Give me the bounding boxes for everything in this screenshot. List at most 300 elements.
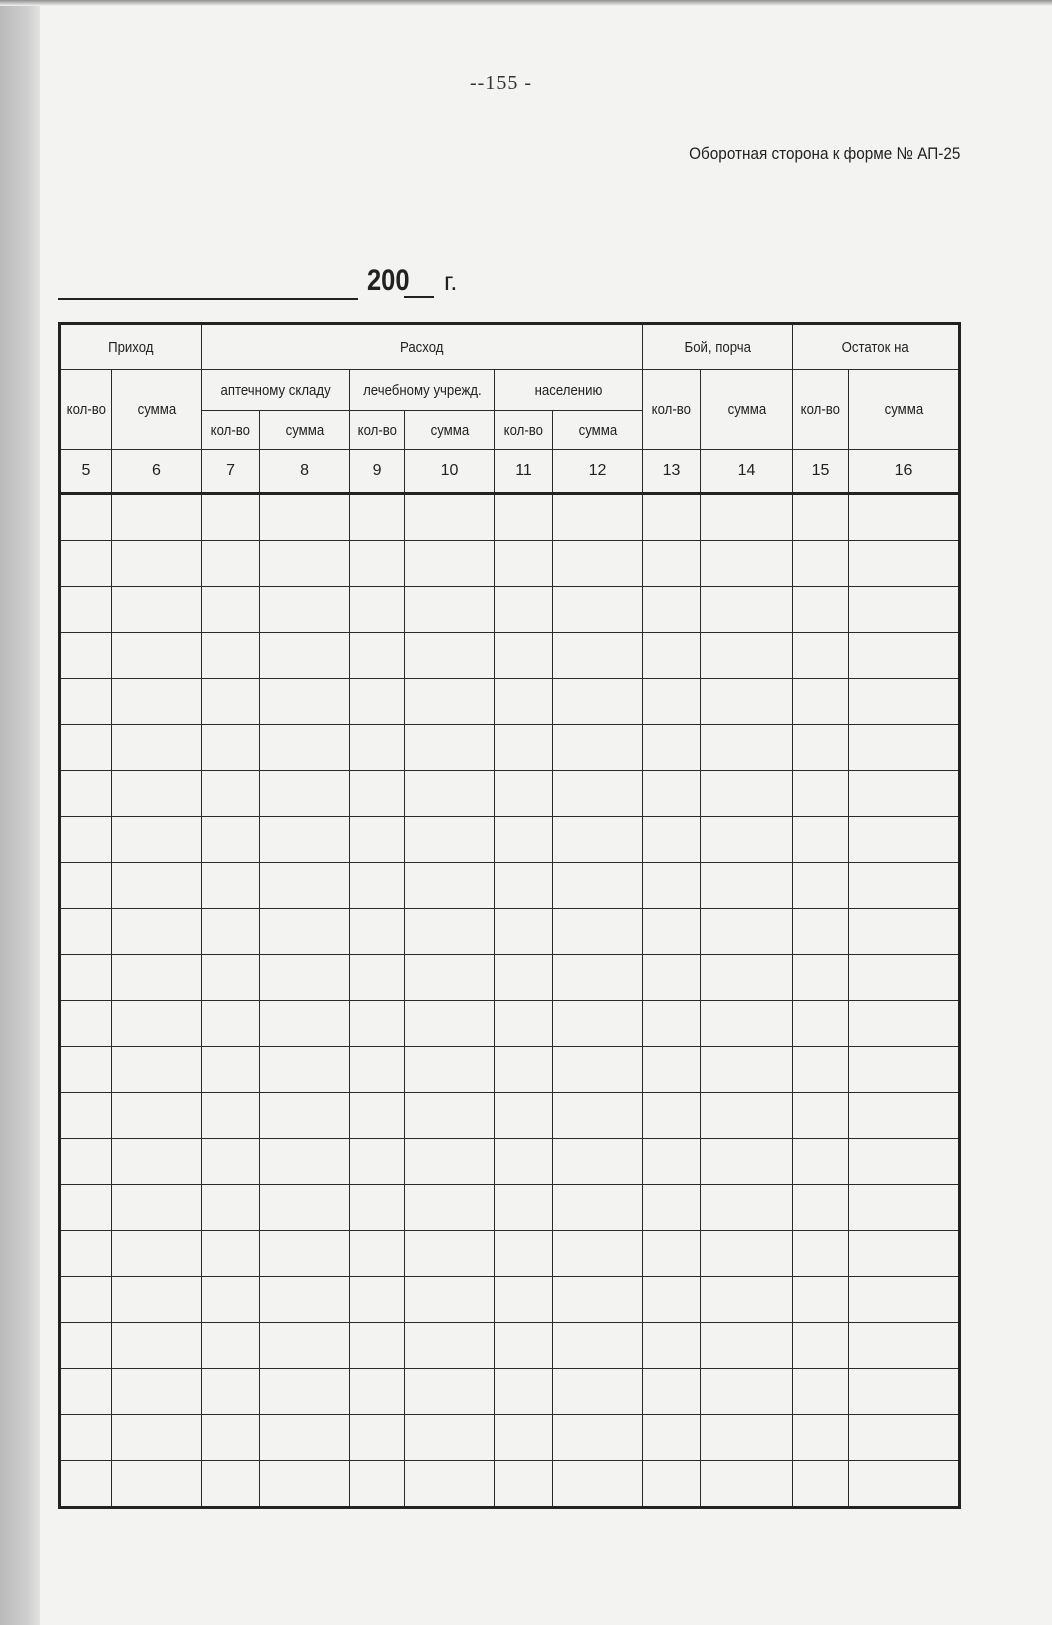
table-cell[interactable] [112, 1185, 202, 1231]
table-cell[interactable] [405, 679, 495, 725]
table-cell[interactable] [849, 909, 960, 955]
table-cell[interactable] [112, 1231, 202, 1277]
table-cell[interactable] [350, 1277, 405, 1323]
table-cell[interactable] [495, 1001, 553, 1047]
table-row [60, 909, 960, 955]
table-cell[interactable] [60, 1369, 112, 1415]
table-cell[interactable] [350, 1001, 405, 1047]
binding-shadow [0, 0, 40, 1625]
table-cell[interactable] [260, 1001, 350, 1047]
table-cell[interactable] [260, 541, 350, 587]
table-cell[interactable] [112, 771, 202, 817]
table-cell[interactable] [260, 817, 350, 863]
table-cell[interactable] [202, 771, 260, 817]
table-cell[interactable] [495, 541, 553, 587]
table-cell[interactable] [112, 679, 202, 725]
table-cell[interactable] [112, 955, 202, 1001]
table-cell[interactable] [350, 494, 405, 541]
table-cell[interactable] [553, 1461, 643, 1508]
table-cell[interactable] [60, 1231, 112, 1277]
table-cell[interactable] [643, 1231, 701, 1277]
table-cell[interactable] [793, 1185, 849, 1231]
table-cell[interactable] [405, 1415, 495, 1461]
table-cell[interactable] [793, 1415, 849, 1461]
table-row [60, 1185, 960, 1231]
table-cell[interactable] [701, 863, 793, 909]
table-row [60, 1231, 960, 1277]
table-cell[interactable] [793, 1323, 849, 1369]
table-cell[interactable] [350, 909, 405, 955]
table-cell[interactable] [643, 1369, 701, 1415]
table-cell[interactable] [701, 1231, 793, 1277]
table-cell[interactable] [202, 1001, 260, 1047]
column-number: 14 [701, 450, 793, 494]
table-cell[interactable] [793, 863, 849, 909]
table-cell[interactable] [553, 955, 643, 1001]
table-cell[interactable] [643, 1277, 701, 1323]
table-cell[interactable] [793, 909, 849, 955]
table-cell[interactable] [350, 1461, 405, 1508]
table-cell[interactable] [60, 909, 112, 955]
table-cell[interactable] [643, 1047, 701, 1093]
column-number: 8 [260, 450, 350, 494]
table-cell[interactable] [60, 587, 112, 633]
table-cell[interactable] [849, 1415, 960, 1461]
table-cell[interactable] [849, 1001, 960, 1047]
table-cell[interactable] [350, 725, 405, 771]
table-cell[interactable] [202, 494, 260, 541]
table-row [60, 1001, 960, 1047]
table-cell[interactable] [260, 494, 350, 541]
table-cell[interactable] [260, 1185, 350, 1231]
table-cell[interactable] [701, 1323, 793, 1369]
table-cell[interactable] [553, 541, 643, 587]
table-cell[interactable] [260, 1047, 350, 1093]
table-cell[interactable] [793, 771, 849, 817]
table-cell[interactable] [60, 1323, 112, 1369]
table-cell[interactable] [60, 955, 112, 1001]
table-cell[interactable] [112, 725, 202, 771]
table-cell[interactable] [60, 541, 112, 587]
table-cell[interactable] [350, 633, 405, 679]
table-cell[interactable] [260, 587, 350, 633]
table-cell[interactable] [849, 633, 960, 679]
table-cell[interactable] [553, 679, 643, 725]
ledger-table [58, 322, 961, 1509]
table-cell[interactable] [112, 863, 202, 909]
table-cell[interactable] [60, 494, 112, 541]
table-cell[interactable] [793, 494, 849, 541]
table-cell[interactable] [849, 1093, 960, 1139]
table-cell[interactable] [793, 1231, 849, 1277]
header-row-groups [60, 324, 960, 370]
table-cell[interactable] [553, 1415, 643, 1461]
table-cell[interactable] [60, 725, 112, 771]
table-cell[interactable] [793, 955, 849, 1001]
header-prihod: Приход [60, 324, 202, 370]
table-cell[interactable] [405, 1369, 495, 1415]
table-cell[interactable] [701, 955, 793, 1001]
table-cell[interactable] [643, 679, 701, 725]
table-cell[interactable] [350, 1047, 405, 1093]
table-cell[interactable] [112, 1415, 202, 1461]
table-cell[interactable] [202, 725, 260, 771]
table-cell[interactable] [202, 817, 260, 863]
table-cell[interactable] [405, 633, 495, 679]
table-cell[interactable] [260, 863, 350, 909]
column-number: 10 [405, 450, 495, 494]
table-cell[interactable] [60, 771, 112, 817]
table-cell[interactable] [60, 863, 112, 909]
table-cell[interactable] [405, 1185, 495, 1231]
table-cell[interactable] [701, 909, 793, 955]
table-cell[interactable] [350, 1323, 405, 1369]
table-cell[interactable] [793, 1461, 849, 1508]
table-cell[interactable] [495, 909, 553, 955]
table-cell[interactable] [701, 1001, 793, 1047]
table-cell[interactable] [643, 1139, 701, 1185]
table-cell[interactable] [849, 1231, 960, 1277]
column-number: 13 [643, 450, 701, 494]
table-cell[interactable] [553, 863, 643, 909]
table-cell[interactable] [60, 1139, 112, 1185]
table-cell[interactable] [495, 1139, 553, 1185]
table-cell[interactable] [701, 1093, 793, 1139]
column-number: 9 [350, 450, 405, 494]
table-cell[interactable] [405, 1461, 495, 1508]
table-cell[interactable] [553, 1231, 643, 1277]
table-cell[interactable] [60, 633, 112, 679]
table-cell[interactable] [202, 1415, 260, 1461]
table-cell[interactable] [849, 955, 960, 1001]
table-cell[interactable] [793, 1369, 849, 1415]
table-cell[interactable] [112, 1369, 202, 1415]
table-cell[interactable] [793, 679, 849, 725]
table-cell[interactable] [405, 863, 495, 909]
table-cell[interactable] [495, 1415, 553, 1461]
table-cell[interactable] [60, 817, 112, 863]
table-cell[interactable] [793, 1093, 849, 1139]
table-cell[interactable] [60, 1047, 112, 1093]
table-cell[interactable] [793, 587, 849, 633]
table-cell[interactable] [495, 1047, 553, 1093]
table-cell[interactable] [495, 1231, 553, 1277]
table-cell[interactable] [701, 817, 793, 863]
table-cell[interactable] [849, 1277, 960, 1323]
table-cell[interactable] [793, 1047, 849, 1093]
table-cell[interactable] [701, 587, 793, 633]
table-cell[interactable] [260, 1323, 350, 1369]
table-cell[interactable] [405, 1047, 495, 1093]
table-cell[interactable] [849, 725, 960, 771]
table-cell[interactable] [112, 1461, 202, 1508]
table-cell[interactable] [112, 1323, 202, 1369]
table-cell[interactable] [701, 633, 793, 679]
table-cell[interactable] [60, 1001, 112, 1047]
table-cell[interactable] [405, 1323, 495, 1369]
table-cell[interactable] [643, 1001, 701, 1047]
table-cell[interactable] [849, 863, 960, 909]
table-cell[interactable] [350, 587, 405, 633]
column-number: 5 [60, 450, 112, 494]
table-cell[interactable] [495, 1277, 553, 1323]
table-cell[interactable] [495, 863, 553, 909]
table-cell[interactable] [260, 1277, 350, 1323]
table-cell[interactable] [202, 955, 260, 1001]
table-cell[interactable] [495, 771, 553, 817]
table-cell[interactable] [495, 1461, 553, 1508]
table-cell[interactable] [112, 909, 202, 955]
table-cell[interactable] [701, 1139, 793, 1185]
table-cell[interactable] [701, 541, 793, 587]
table-cell[interactable] [350, 1093, 405, 1139]
table-cell[interactable] [260, 725, 350, 771]
table-cell[interactable] [112, 587, 202, 633]
table-cell[interactable] [495, 679, 553, 725]
table-cell[interactable] [701, 1047, 793, 1093]
table-cell[interactable] [495, 725, 553, 771]
table-row [60, 863, 960, 909]
table-cell[interactable] [553, 1277, 643, 1323]
table-cell[interactable] [60, 1277, 112, 1323]
table-cell[interactable] [260, 955, 350, 1001]
table-cell[interactable] [849, 494, 960, 541]
table-cell[interactable] [643, 1323, 701, 1369]
table-cell[interactable] [112, 541, 202, 587]
table-cell[interactable] [350, 1139, 405, 1185]
table-cell[interactable] [553, 1093, 643, 1139]
table-cell[interactable] [495, 955, 553, 1001]
table-cell[interactable] [553, 494, 643, 541]
table-cell[interactable] [849, 587, 960, 633]
table-cell[interactable] [350, 771, 405, 817]
table-cell[interactable] [112, 1093, 202, 1139]
table-cell[interactable] [202, 1093, 260, 1139]
table-cell[interactable] [793, 1001, 849, 1047]
table-cell[interactable] [202, 1369, 260, 1415]
table-cell[interactable] [350, 679, 405, 725]
table-cell[interactable] [202, 1461, 260, 1508]
table-cell[interactable] [793, 541, 849, 587]
table-cell[interactable] [202, 587, 260, 633]
table-cell[interactable] [112, 1001, 202, 1047]
table-cell[interactable] [405, 1093, 495, 1139]
table-cell[interactable] [553, 1139, 643, 1185]
table-cell[interactable] [553, 1369, 643, 1415]
table-row [60, 1369, 960, 1415]
table-cell[interactable] [553, 633, 643, 679]
table-cell[interactable] [112, 633, 202, 679]
table-cell[interactable] [643, 771, 701, 817]
table-cell[interactable] [643, 1093, 701, 1139]
table-cell[interactable] [553, 909, 643, 955]
header-prihod-sum: сумма [112, 370, 202, 450]
table-cell[interactable] [643, 494, 701, 541]
table-cell[interactable] [202, 541, 260, 587]
table-cell[interactable] [495, 1185, 553, 1231]
table-cell[interactable] [495, 633, 553, 679]
table-cell[interactable] [643, 1185, 701, 1231]
table-cell[interactable] [495, 1369, 553, 1415]
table-cell[interactable] [350, 1185, 405, 1231]
header-ostatok-qty: кол-во [793, 370, 849, 450]
table-cell[interactable] [643, 541, 701, 587]
table-cell[interactable] [405, 771, 495, 817]
header-nasel-qty: кол-во [495, 411, 553, 450]
table-cell[interactable] [112, 1277, 202, 1323]
table-cell[interactable] [202, 633, 260, 679]
table-cell[interactable] [112, 817, 202, 863]
column-number-row [60, 450, 960, 494]
table-cell[interactable] [495, 1093, 553, 1139]
table-cell[interactable] [405, 955, 495, 1001]
table-cell[interactable] [701, 725, 793, 771]
table-cell[interactable] [260, 1461, 350, 1508]
table-cell[interactable] [60, 1461, 112, 1508]
table-cell[interactable] [202, 1277, 260, 1323]
table-cell[interactable] [260, 1139, 350, 1185]
header-apteka: аптечному складу [202, 370, 350, 411]
table-cell[interactable] [350, 955, 405, 1001]
table-cell[interactable] [701, 771, 793, 817]
table-cell[interactable] [495, 817, 553, 863]
table-row [60, 771, 960, 817]
table-cell[interactable] [405, 1277, 495, 1323]
table-cell[interactable] [60, 1093, 112, 1139]
table-cell[interactable] [202, 863, 260, 909]
table-row [60, 817, 960, 863]
table-row [60, 1139, 960, 1185]
table-cell[interactable] [643, 817, 701, 863]
table-cell[interactable] [643, 587, 701, 633]
table-cell[interactable] [60, 1185, 112, 1231]
page-number: --155 - [470, 72, 532, 94]
table-cell[interactable] [495, 494, 553, 541]
table-cell[interactable] [849, 541, 960, 587]
table-cell[interactable] [405, 494, 495, 541]
table-cell[interactable] [701, 1461, 793, 1508]
table-row [60, 679, 960, 725]
table-cell[interactable] [849, 1461, 960, 1508]
table-cell[interactable] [553, 1047, 643, 1093]
table-cell[interactable] [260, 679, 350, 725]
table-cell[interactable] [350, 1415, 405, 1461]
table-cell[interactable] [849, 679, 960, 725]
table-cell[interactable] [849, 1369, 960, 1415]
table-cell[interactable] [202, 1231, 260, 1277]
table-cell[interactable] [405, 909, 495, 955]
table-cell[interactable] [849, 771, 960, 817]
table-cell[interactable] [260, 771, 350, 817]
table-cell[interactable] [701, 1185, 793, 1231]
table-cell[interactable] [350, 817, 405, 863]
table-cell[interactable] [553, 587, 643, 633]
table-cell[interactable] [793, 1277, 849, 1323]
table-cell[interactable] [260, 1369, 350, 1415]
table-cell[interactable] [643, 909, 701, 955]
table-cell[interactable] [495, 587, 553, 633]
header-row-subgroups [60, 370, 960, 411]
table-cell[interactable] [793, 817, 849, 863]
table-cell[interactable] [350, 863, 405, 909]
table-cell[interactable] [701, 1415, 793, 1461]
table-cell[interactable] [260, 1231, 350, 1277]
table-cell[interactable] [701, 1369, 793, 1415]
table-cell[interactable] [350, 541, 405, 587]
table-cell[interactable] [202, 1323, 260, 1369]
table-row [60, 633, 960, 679]
table-cell[interactable] [643, 1461, 701, 1508]
table-cell[interactable] [643, 955, 701, 1001]
table-cell[interactable] [405, 587, 495, 633]
table-cell[interactable] [793, 725, 849, 771]
table-cell[interactable] [701, 494, 793, 541]
table-cell[interactable] [849, 1323, 960, 1369]
table-cell[interactable] [849, 1185, 960, 1231]
table-cell[interactable] [643, 633, 701, 679]
table-cell[interactable] [553, 1185, 643, 1231]
table-cell[interactable] [405, 1139, 495, 1185]
table-cell[interactable] [405, 725, 495, 771]
table-cell[interactable] [701, 1277, 793, 1323]
table-cell[interactable] [849, 1047, 960, 1093]
table-cell[interactable] [643, 725, 701, 771]
table-cell[interactable] [260, 909, 350, 955]
table-cell[interactable] [495, 1323, 553, 1369]
table-cell[interactable] [553, 817, 643, 863]
table-cell[interactable] [112, 1047, 202, 1093]
table-cell[interactable] [405, 1001, 495, 1047]
table-cell[interactable] [849, 817, 960, 863]
table-cell[interactable] [202, 1047, 260, 1093]
table-cell[interactable] [260, 633, 350, 679]
table-cell[interactable] [643, 1415, 701, 1461]
table-cell[interactable] [260, 1093, 350, 1139]
year-suffix: г. [444, 266, 458, 296]
header-nasel-sum: сумма [553, 411, 643, 450]
table-cell[interactable] [405, 541, 495, 587]
table-cell[interactable] [202, 1139, 260, 1185]
table-cell[interactable] [553, 1323, 643, 1369]
year-blank-line[interactable] [404, 296, 434, 298]
table-cell[interactable] [405, 1231, 495, 1277]
table-cell[interactable] [202, 909, 260, 955]
table-cell[interactable] [350, 1231, 405, 1277]
table-cell[interactable] [112, 1139, 202, 1185]
table-cell[interactable] [60, 1415, 112, 1461]
header-lech-qty: кол-во [350, 411, 405, 450]
table-cell[interactable] [350, 1369, 405, 1415]
table-cell[interactable] [553, 771, 643, 817]
header-apteka-sum: сумма [260, 411, 350, 450]
table-cell[interactable] [112, 494, 202, 541]
table-cell[interactable] [701, 679, 793, 725]
table-cell[interactable] [202, 1185, 260, 1231]
table-cell[interactable] [849, 1139, 960, 1185]
table-cell[interactable] [643, 863, 701, 909]
table-row [60, 587, 960, 633]
table-cell[interactable] [553, 1001, 643, 1047]
table-cell[interactable] [405, 817, 495, 863]
table-cell[interactable] [793, 1139, 849, 1185]
table-cell[interactable] [202, 679, 260, 725]
table-cell[interactable] [260, 1415, 350, 1461]
date-blank-line[interactable] [58, 264, 358, 300]
table-cell[interactable] [553, 725, 643, 771]
table-row [60, 1461, 960, 1508]
table-cell[interactable] [793, 633, 849, 679]
table-cell[interactable] [60, 679, 112, 725]
